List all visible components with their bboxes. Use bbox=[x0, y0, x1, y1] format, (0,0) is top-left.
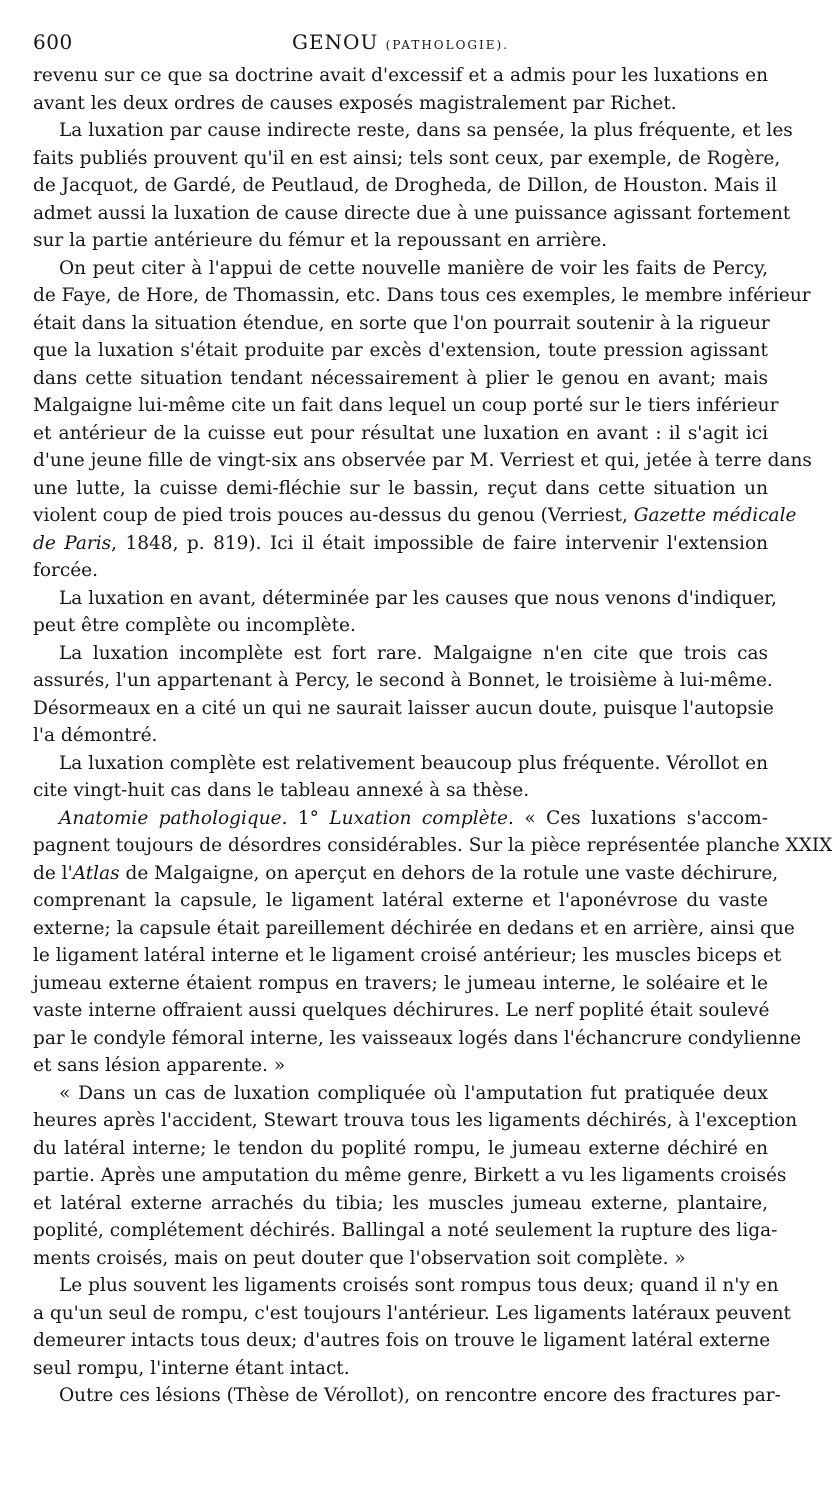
running-header bbox=[33, 26, 768, 66]
text-line bbox=[33, 970, 768, 998]
text-line bbox=[33, 200, 791, 228]
text-line bbox=[33, 145, 781, 173]
text-line bbox=[33, 585, 777, 613]
line-text: de l' bbox=[33, 862, 73, 884]
text-line bbox=[33, 530, 768, 558]
line-text: jumeau externe étaient rompus en travers; le jumeau interne, le soléaire et le bbox=[33, 972, 768, 994]
line-text: assurés, l'un appartenant à Percy, le second à Bonnet, le troisième à lui-même. bbox=[33, 670, 773, 691]
text-line bbox=[33, 117, 793, 145]
line-text: était dans la situation étendue, en sorte que l'on pourrait soutenir à la rigueur bbox=[33, 312, 770, 334]
text-line bbox=[33, 805, 768, 833]
line-text: seul rompu, l'interne étant intact. bbox=[33, 1357, 350, 1379]
text-line bbox=[33, 227, 768, 255]
line-text: l'a démontré. bbox=[33, 725, 158, 746]
line-text: pagnent toujours de désordres considérables. Sur la pièce représentée planche XXIX bbox=[33, 835, 832, 856]
line-text: le ligament latéral interne et le ligament croisé antérieur; les muscles biceps et bbox=[33, 945, 782, 966]
text-line bbox=[33, 1300, 791, 1328]
line-text: a qu'un seul de rompu, c'est toujours l'antérieur. Les ligaments latéraux peuvent bbox=[33, 1302, 791, 1324]
text-line bbox=[33, 1025, 802, 1053]
line-text: demeurer intacts tous deux; d'autres fois on trouve le ligament latéral externe bbox=[33, 1330, 771, 1351]
text-line bbox=[33, 337, 768, 365]
running-title-sub: (PATHOLOGIE). bbox=[385, 38, 510, 52]
italic-text: Gazette médicale bbox=[633, 505, 797, 526]
running-title-main: GENOU bbox=[291, 30, 379, 54]
text-line bbox=[33, 832, 832, 860]
text-line bbox=[33, 1190, 768, 1218]
line-text: avant les deux ordres de causes exposés magistralement par Richet. bbox=[33, 92, 677, 114]
line-text: faits publiés prouvent qu'il en est ainsi; tels sont ceux, par exemple, de Rogère, bbox=[33, 147, 781, 169]
line-text: et sans lésion apparente. » bbox=[33, 1055, 286, 1076]
page-number: 600 bbox=[33, 30, 73, 54]
text-line bbox=[33, 310, 768, 338]
text-line bbox=[33, 722, 768, 750]
text-line bbox=[33, 420, 768, 448]
text-line bbox=[33, 750, 768, 778]
line-text: forcée. bbox=[33, 560, 98, 581]
italic-text: Luxation complète. bbox=[329, 807, 514, 829]
line-text: La luxation par cause indirecte reste, dans sa pensée, la plus fréquente, et les bbox=[59, 120, 793, 141]
line-text: violent coup de pied trois pouces au-dessus du genou (Verriest, bbox=[33, 505, 634, 526]
text-line bbox=[33, 255, 768, 283]
text-line bbox=[33, 1080, 768, 1108]
text-line bbox=[33, 1327, 771, 1355]
line-text: de Malgaigne, on aperçut en dehors de la rotule une vaste déchirure, bbox=[119, 862, 779, 884]
line-text: par le condyle fémoral interne, les vaisseaux logés dans l'échancrure condylienne bbox=[33, 1027, 802, 1049]
line-text: Désormeaux en a cité un qui ne saurait laisser aucun doute, puisque l'autopsie bbox=[33, 697, 774, 719]
text-line bbox=[33, 1135, 768, 1163]
text-line bbox=[33, 915, 795, 943]
text-line bbox=[33, 942, 782, 970]
line-text: poplité, complétement déchirés. Ballingal a noté seulement la rupture des liga- bbox=[33, 1220, 778, 1241]
line-text: d'une jeune fille de vingt-six ans observée par M. Verriest et qui, jetée à terre dans bbox=[33, 450, 812, 471]
line-text: de Faye, de Hore, de Thomassin, etc. Dans tous ces exemples, le membre inférieur bbox=[33, 285, 811, 306]
text-line bbox=[33, 172, 778, 200]
line-text: vaste interne offraient aussi quelques déchirures. Le nerf poplité était soulevé bbox=[33, 1000, 770, 1021]
text-line bbox=[33, 447, 812, 475]
line-text: comprenant la capsule, le ligament latéral externe et l'aponévrose du vaste bbox=[33, 890, 768, 911]
line-text: ments croisés, mais on peut douter que l'observation soit complète. » bbox=[33, 1247, 686, 1269]
text-line bbox=[33, 1272, 779, 1300]
text-line bbox=[33, 1162, 787, 1190]
line-text: heures après l'accident, Stewart trouva tous les ligaments déchirés, à l'exception bbox=[33, 1110, 798, 1131]
text-line bbox=[33, 887, 768, 915]
text-line bbox=[33, 640, 768, 668]
line-text: externe; la capsule était pareillement déchirée en dedans et en arrière, ainsi que bbox=[33, 917, 795, 939]
line-text: La luxation en avant, déterminée par les causes que nous venons d'indiquer, bbox=[59, 587, 777, 609]
line-text: La luxation complète est relativement beaucoup plus fréquente. Vérollot en bbox=[59, 752, 768, 774]
line-text: que la luxation s'était produite par excès d'extension, toute pression agissant bbox=[33, 340, 768, 361]
line-text: , 1848, p. 819). Ici il était impossible de faire intervenir l'extension bbox=[111, 532, 768, 554]
italic-text: Atlas bbox=[72, 862, 120, 884]
text-line bbox=[33, 1052, 768, 1080]
text-line bbox=[33, 1355, 768, 1383]
text-line bbox=[33, 1382, 781, 1410]
line-text: Le plus souvent les ligaments croisés sont rompus tous deux; quand il n'y en bbox=[59, 1275, 779, 1296]
line-text: revenu sur ce que sa doctrine avait d'excessif et a admis pour les luxations en bbox=[33, 65, 768, 86]
line-text: une lutte, la cuisse demi-fléchie sur le bassin, reçut dans cette situation un bbox=[33, 477, 768, 499]
text-line bbox=[33, 62, 768, 90]
line-text: dans cette situation tendant nécessairement à plier le genou en avant; mais bbox=[33, 367, 768, 389]
line-text: partie. Après une amputation du même genre, Birkett a vu les ligaments croisés bbox=[33, 1165, 787, 1186]
text-line bbox=[33, 777, 768, 805]
line-text: admet aussi la luxation de cause directe due à une puissance agissant fortement bbox=[33, 202, 791, 224]
line-text: cite vingt-huit cas dans le tableau annexé à sa thèse. bbox=[33, 780, 530, 801]
text-line bbox=[33, 667, 773, 695]
text-line bbox=[33, 502, 797, 530]
text-line bbox=[33, 1245, 768, 1273]
text-line bbox=[33, 612, 768, 640]
line-text: et latéral externe arrachés du tibia; les muscles jumeau externe, plantaire, bbox=[33, 1192, 768, 1214]
line-text: 1° bbox=[287, 807, 330, 829]
line-text: de Jacquot, de Gardé, de Peutlaud, de Drogheda, de Dillon, de Houston. Mais il bbox=[33, 175, 778, 196]
text-line bbox=[33, 392, 779, 420]
line-text: Malgaigne lui-même cite un fait dans lequel un coup porté sur le tiers inférieur bbox=[33, 395, 779, 416]
line-text: peut être complète ou incomplète. bbox=[33, 615, 356, 636]
line-text: et antérieur de la cuisse eut pour résultat une luxation en avant : il s'agit ici bbox=[33, 422, 768, 444]
text-line bbox=[33, 475, 768, 503]
text-line bbox=[33, 90, 768, 118]
line-text: « Ces luxations s'accom- bbox=[513, 807, 768, 829]
text-line bbox=[33, 860, 779, 888]
running-title bbox=[33, 30, 768, 54]
line-text: On peut citer à l'appui de cette nouvelle manière de voir les faits de Percy, bbox=[59, 257, 768, 279]
body-text bbox=[33, 62, 832, 1410]
line-text: sur la partie antérieure du fémur et la repoussant en arrière. bbox=[33, 230, 608, 251]
text-line bbox=[33, 1107, 798, 1135]
text-line bbox=[33, 557, 768, 585]
line-text: Outre ces lésions (Thèse de Vérollot), on rencontre encore des fractures par- bbox=[59, 1385, 781, 1406]
line-text: du latéral interne; le tendon du poplité rompu, le jumeau externe déchiré en bbox=[33, 1137, 768, 1159]
italic-text: de Paris bbox=[33, 532, 112, 554]
text-line bbox=[33, 695, 774, 723]
line-text: « Dans un cas de luxation compliquée où l'amputation fut pratiquée deux bbox=[59, 1082, 768, 1104]
line-text: La luxation incomplète est fort rare. Malgaigne n'en cite que trois cas bbox=[59, 642, 768, 664]
text-line bbox=[33, 1217, 778, 1245]
italic-text: Anatomie pathologique. bbox=[59, 807, 288, 829]
text-line bbox=[33, 365, 768, 393]
text-line bbox=[33, 282, 811, 310]
text-line bbox=[33, 997, 768, 1025]
